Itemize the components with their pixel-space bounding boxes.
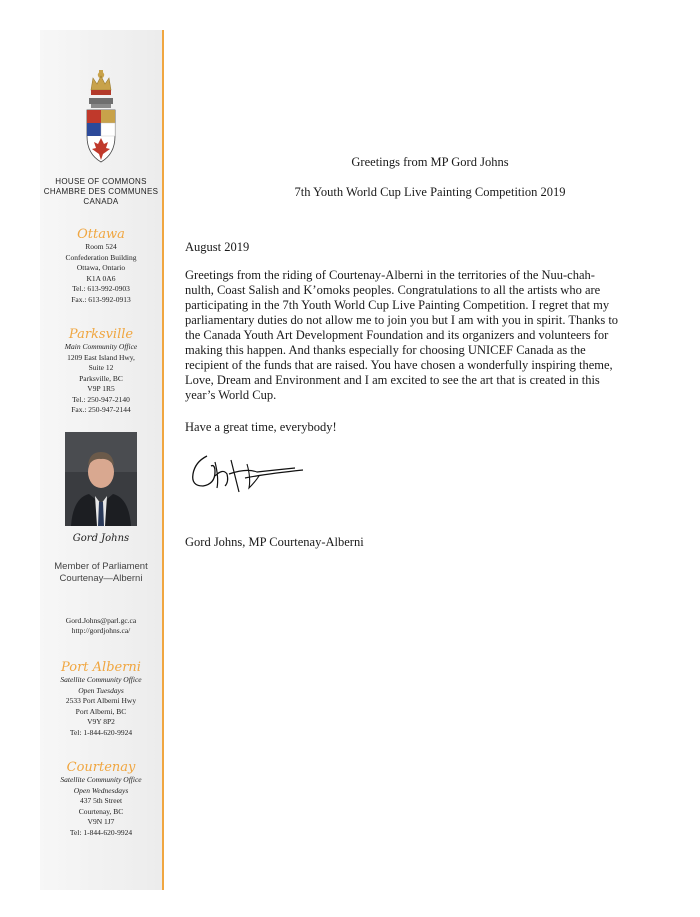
letter-closing: Have a great time, everybody!: [185, 420, 337, 434]
contact-info: [40, 616, 162, 636]
letter-subtitle: 7th Youth World Cup Live Painting Competition 2019: [294, 185, 566, 199]
sidebar-signature-name: Gord Johns: [72, 533, 130, 544]
courtenay-heading: Courtenay: [66, 760, 136, 775]
courtenay-office: [40, 760, 162, 838]
parksville-address: Main Community Office 1209 East Island Hwy, Suite 12 Parksville, BC V9P 1R5 Tel.: 250-947-2140 Fax.: 250-947-2144: [64, 342, 138, 414]
website-link[interactable]: http://gordjohns.ca/: [71, 626, 131, 635]
letter-paragraph: Greetings from the riding of Courtenay-Alberni in the territories of the Nuu-chah- nulth, Coast Salish and K’omoks peoples. Congratulations to all the artists who are participating in the 7th Youth World Cup Live Painting Competition. I regret that my parliamentary duties do not allow me to join you but I am with you in spirit. Thanks to the Canada Youth Art Development Foundation and its organizers and volunteers for making this happen. And thanks especially for choosing UNICEF Canada as the recipient of the funds that are raised. You have chosen a wonderfully inspiring theme, Love, Dream and Environment and I am excited to see the art that is created in this year’s World Cup.: [185, 268, 619, 402]
port-alberni-heading: Port Alberni: [61, 660, 141, 675]
port-alberni-address: Satellite Community Office Open Tuesdays 2533 Port Alberni Hwy Port Alberni, BC V9Y 8P2 Tel: 1-844-620-9924: [60, 675, 142, 737]
letter-title: Greetings from MP Gord Johns: [351, 155, 509, 169]
ottawa-address: Room 524 Confederation Building Ottawa, Ontario K1A 0A6 Tel.: 613-992-0903 Fax.: 613-992-0913: [65, 242, 137, 304]
sidebar: [40, 30, 164, 890]
courtenay-address: Satellite Community Office Open Wednesdays 437 5th Street Courtenay, BC V9N 1J7 Tel: 1-844-620-9924: [60, 775, 142, 837]
letter-sign-off: Gord Johns, MP Courtenay-Alberni: [185, 535, 364, 549]
member-title: Member of Parliament Courtenay—Alberni: [54, 561, 148, 584]
parksville-office: [40, 327, 162, 416]
parksville-heading: Parksville: [68, 327, 134, 342]
letter-date: August 2019: [185, 240, 250, 254]
ottawa-heading: Ottawa: [77, 227, 125, 242]
mp-portrait-photo: [65, 432, 137, 526]
email-link[interactable]: Gord.Johns@parl.gc.ca: [65, 616, 137, 625]
ottawa-office: [40, 227, 162, 305]
port-alberni-office: [40, 660, 162, 738]
handwritten-signature-icon: [185, 448, 310, 498]
house-of-commons-label: HOUSE OF COMMONS CHAMBRE DES COMMUNES CANADA: [43, 177, 159, 206]
